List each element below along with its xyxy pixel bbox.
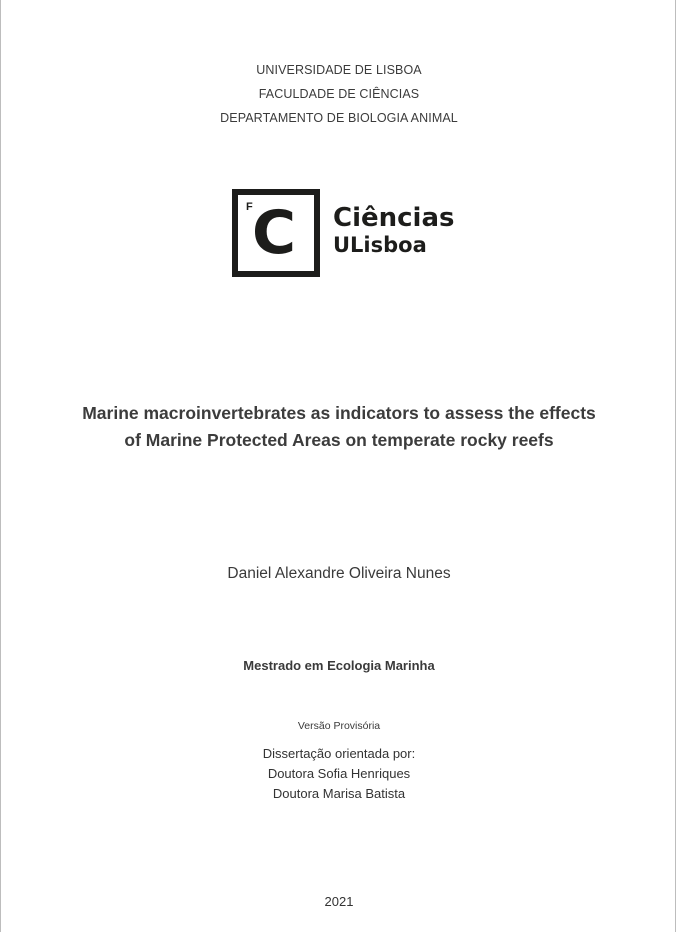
supervision-label: Dissertação orientada por: <box>262 746 416 761</box>
department-name: DEPARTAMENTO DE BIOLOGIA ANIMAL <box>220 111 458 125</box>
logo-letter-c: C <box>252 198 297 268</box>
year: 2021 <box>324 894 354 909</box>
logo-letter-f: F <box>246 201 253 213</box>
thesis-title-line1: Marine macroinvertebrates as indicators to assess the effects <box>82 403 596 423</box>
advisor-1: Doutora Sofia Henriques <box>267 766 411 781</box>
logo-wordmark-line2: ULisboa <box>333 233 427 257</box>
faculty-name: FACULDADE DE CIÊNCIAS <box>258 87 420 101</box>
degree-name: Mestrado em Ecologia Marinha <box>243 658 435 673</box>
version-label: Versão Provisória <box>297 720 381 732</box>
author-name: Daniel Alexandre Oliveira Nunes <box>227 565 451 582</box>
logo-wordmark-line1: Ciências <box>333 203 455 233</box>
faculty-logo <box>232 189 455 279</box>
thesis-title-line2: of Marine Protected Areas on temperate rocky reefs <box>124 430 554 450</box>
advisor-2: Doutora Marisa Batista <box>272 786 406 801</box>
logo-mark <box>232 189 320 277</box>
university-name: UNIVERSIDADE DE LISBOA <box>256 63 422 77</box>
